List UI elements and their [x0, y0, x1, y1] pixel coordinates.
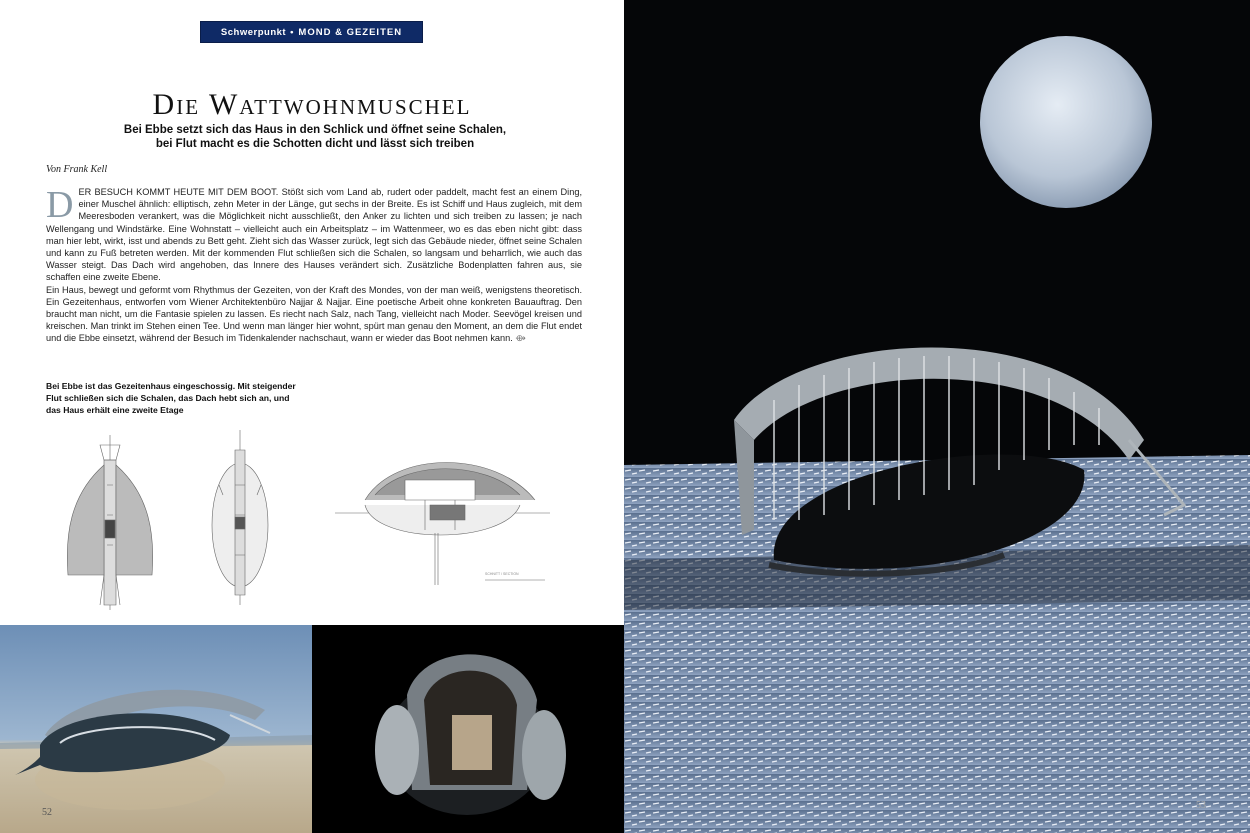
right-page [624, 0, 1250, 833]
model-photo [312, 625, 624, 833]
caption-line-3: das Haus erhält eine zweite Etage [46, 405, 184, 415]
drawing-scale-label: SCHNITT / SECTION [485, 572, 519, 576]
beach-photo-art [0, 625, 312, 833]
caption-line-1: Bei Ebbe ist das Gezeitenhaus eingeschossig. Mit steigender [46, 381, 296, 391]
drawing-caption [46, 380, 306, 416]
article-body [46, 186, 582, 345]
drop-cap: D [46, 184, 74, 226]
subtitle-line-2: bei Flut macht es die Schotten dicht und lässt sich treiben [155, 138, 475, 150]
caption-line-2: Flut schließen sich die Schalen, das Dach hebt sich an, und [46, 393, 290, 403]
paragraph-1: ER BESUCH KOMMT HEUTE MIT DEM BOOT. Stößt sich vom Land ab, rudert oder paddelt, macht fest an einem Ding, einer Muschel ähnlich: elliptisch, zehn Meter in der Länge, gut sechs in der Breite. Es ist Schiff und Haus zugleich, mit dem Meeresboden verankert, was die Möglichkeit nicht ausschließt, den Anker zu lichten und sich treiben zu lassen; je nach Wellengang und Windstärke. Eine Wohnstatt – vielleicht auch ein Arbeitsplatz – im Wattenmeer, wo es das eben nicht gibt: dass man hier lebt, wirkt, isst und abends zu Bett geht. Zieht sich das Wasser zurück, legt sich das Gebäude nieder, öffnet seine Schalen und kann zu Fuß betreten werden. Mit der kommenden Flut schließen sich die Schalen, so langsam und beharrlich, wie auch das Wasser steigt. Das Dach wird angehoben, das Innere des Hauses verändert sich. Zusätzliche Bodenplatten fahren aus, sie schaffen eine zweite Ebene. [46, 187, 582, 283]
paragraph-2 [46, 284, 582, 345]
plan-drawing-closed [205, 425, 275, 610]
rubric-section: Schwerpunkt [220, 26, 287, 38]
author-byline: Von Frank Kell [46, 164, 108, 175]
rubric-topic: MOND & GEZEITEN [298, 26, 403, 38]
moon [980, 36, 1152, 208]
page-number-left: 52 [42, 807, 52, 818]
page-number-right: 53 [1196, 800, 1206, 811]
plan-drawing-open [60, 425, 160, 615]
rubric-separator: • [290, 26, 295, 38]
section-rubric [200, 21, 423, 43]
paragraph-2-text: Ein Haus, bewegt und geformt vom Rhythmus der Gezeiten, von der Kraft des Mondes, von der man weiß, wenigstens theoretisch. Ein Gezeitenhaus, entworfen vom Wiener Architektenbüro Najjar & Najjar. Eine poetische Arbeit ohne konkreten Bauauftrag. Den braucht man nicht, um die Fantasie spielen zu lassen. Es riecht nach Salz, nach Tang, vielleicht nach Moder. Seevögel kreisen und kreischen. Man trinkt im Stehen einen Tee. Und wenn man länger hier wohnt, spürt man genau den Moment, an dem die Flut endet und die Ebbe einsetzt, während der Besuch im Tidenkalender nachschaut, wann er wieder das Boot nehmen kann. [46, 284, 582, 344]
left-page [0, 0, 624, 833]
moon-sea-photo [624, 0, 1250, 833]
end-mark-icon: ⟴ [515, 333, 527, 344]
model-photo-art [312, 625, 624, 833]
beach-photo [0, 625, 312, 833]
article-subtitle [60, 123, 570, 151]
article-title: Die Wattwohnmuschel [152, 88, 472, 121]
section-drawing [335, 445, 550, 595]
subtitle-line-1: Bei Ebbe setzt sich das Haus in den Schlick und öffnet seine Schalen, [123, 124, 507, 136]
